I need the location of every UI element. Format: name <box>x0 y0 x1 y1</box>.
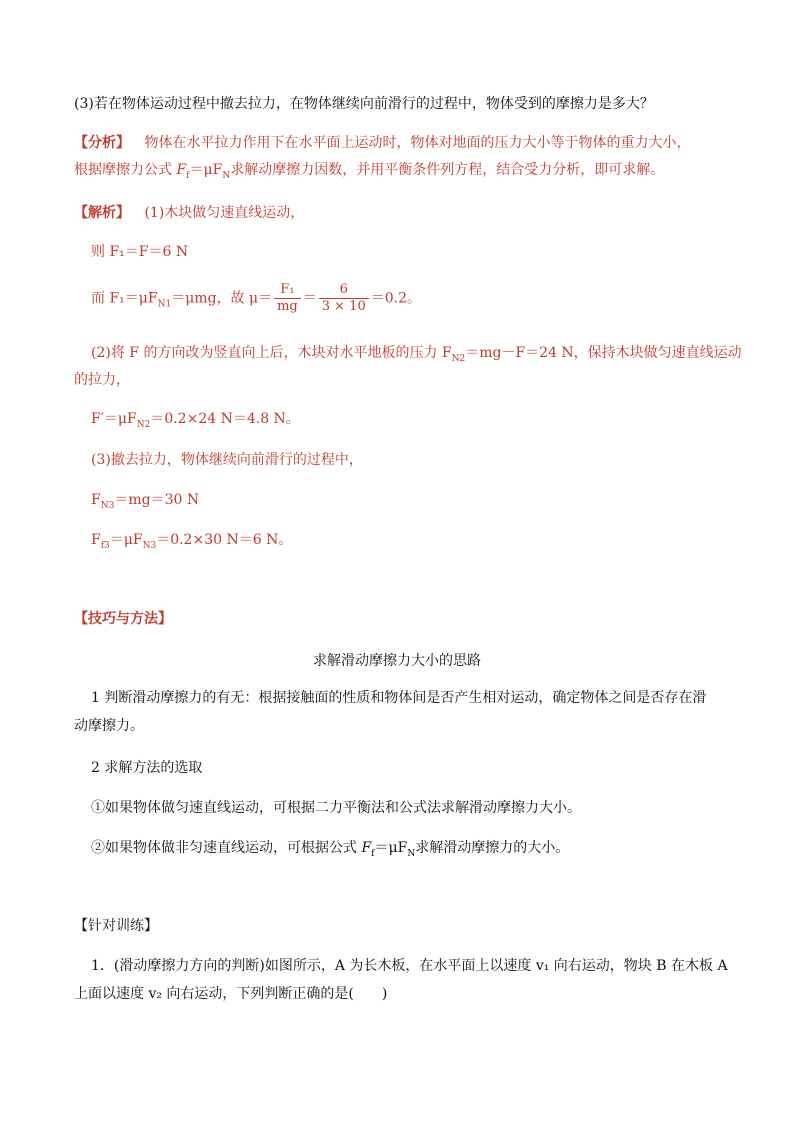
skills-p4-b: 求解滑动摩擦力的大小。 <box>415 840 570 856</box>
solution-eq-2-end: ＝0.2。 <box>370 290 421 307</box>
solution-step-1: (1)木块做匀速直线运动， <box>144 205 305 221</box>
solution-tag: 【解析】 <box>74 205 130 221</box>
skills-p1-line-1: 1 判断滑动摩擦力的有无：根据接触面的性质和物体间是否产生相对运动，确定物体之间是否存在滑 <box>91 690 707 706</box>
s3-eq1-a: F <box>91 492 101 508</box>
training-q1-line-2: 上面以速度 v₂ 向右运动，下列判断正确的是( ) <box>74 986 388 1002</box>
formula-f-sub-2: f <box>371 848 375 859</box>
formula-n-sub-2: N <box>407 848 416 859</box>
analysis-text-2b: 求解动摩擦力因数，并用平衡条件列方程，结合受力分析，即可求解。 <box>230 162 665 178</box>
solution-step-2-eq-a: F′＝μF <box>91 411 137 427</box>
solution-eq-2: 而 $F_1=\mu F_{N1}=\mu mg$，故 μ＝ $\frac{\text{F₁}}{mg}$ ＝ $\frac{6}{3 \times 10}$ ＝0.2。 <box>91 282 421 314</box>
fraction-1-den: mg <box>277 299 298 314</box>
solution-step-3-eq-2 <box>91 530 292 556</box>
s3-eq1-b: ＝mg＝30 N <box>114 492 200 508</box>
sub-n3: N3 <box>100 500 115 511</box>
skills-p1-line-2: 动摩擦力。 <box>74 718 144 734</box>
skills-p4 <box>91 838 569 864</box>
s3-eq2-c: ＝0.2×30 N＝6 N。 <box>156 532 293 548</box>
fraction-1-num: F₁ <box>274 282 301 299</box>
s3-eq2-a: F <box>91 532 101 548</box>
analysis-text-2a: 根据摩擦力公式 <box>74 162 177 178</box>
solution-eq-2a: 而 F₁＝μF <box>91 290 158 307</box>
question-3: (3)若在物体运动过程中撤去拉力，在物体继续向前滑行的过程中，物体受到的摩擦力是多大？ <box>74 96 654 112</box>
solution-step-2b: ＝mg－F＝24 N，保持木块做匀速直线运动 <box>465 345 742 361</box>
solution-step-3-eq-1 <box>91 490 199 516</box>
analysis-line-2 <box>74 160 664 186</box>
s3-eq2-b: ＝μF <box>109 532 143 548</box>
sub-n1: N1 <box>157 299 172 310</box>
solution-line-1 <box>74 203 304 223</box>
analysis-tag: 【分析】 <box>74 135 130 151</box>
fraction-2-num: 6 <box>319 282 369 299</box>
solution-step-2-eq <box>91 409 300 435</box>
skills-p2: 2 求解方法的选取 <box>91 760 203 776</box>
fraction-2-den: 3 × 10 <box>321 299 366 314</box>
formula-ff: F <box>176 162 187 178</box>
skills-title: 求解滑动摩擦力大小的思路 <box>313 653 481 669</box>
training-tag: 【针对训练】 <box>74 918 158 934</box>
fraction-2 <box>319 282 369 315</box>
sub-n3-b: N3 <box>142 540 157 551</box>
solution-eq-1: 则 F₁＝F＝6 N <box>91 244 189 260</box>
formula-eq: ＝μF <box>189 162 223 178</box>
sub-n2-b: N2 <box>136 419 151 430</box>
skills-tag: 【技巧与方法】 <box>74 611 172 627</box>
skills-p3: ①如果物体做匀速直线运动，可根据二力平衡法和公式法求解滑动摩擦力大小。 <box>91 800 581 816</box>
analysis-text-1: 物体在水平拉力作用下在水平面上运动时，物体对地面的压力大小等于物体的重力大小， <box>144 135 691 151</box>
analysis-line-1 <box>74 133 690 153</box>
formula-f-sub: f <box>186 170 190 181</box>
skills-p4-a: ②如果物体做非匀速直线运动，可根据公式 <box>91 840 362 856</box>
sub-n2: N2 <box>451 353 466 364</box>
sub-f3: f3 <box>100 540 110 551</box>
fraction-1 <box>274 282 301 315</box>
formula-ff-2: F <box>361 840 372 856</box>
solution-step-2-line-2: 的拉力， <box>74 372 130 388</box>
formula-eq-2: ＝μF <box>374 840 408 856</box>
solution-eq-2b: ＝μmg，故 μ＝ <box>171 290 273 307</box>
solution-step-2-line-1 <box>91 343 742 369</box>
training-q1-line-1: 1．(滑动摩擦力方向的判断)如图所示，A 为长木板，在水平面上以速度 v₁ 向右运动，物块 B 在木板 A <box>91 958 728 974</box>
solution-step-3: (3)撤去拉力，物体继续向前滑行的过程中， <box>91 452 363 468</box>
formula-n-sub: N <box>222 170 231 181</box>
solution-step-2a: (2)将 F 的方向改为竖直向上后，木块对水平地板的压力 F <box>91 345 452 361</box>
solution-step-2-eq-b: ＝0.2×24 N＝4.8 N。 <box>150 411 300 427</box>
